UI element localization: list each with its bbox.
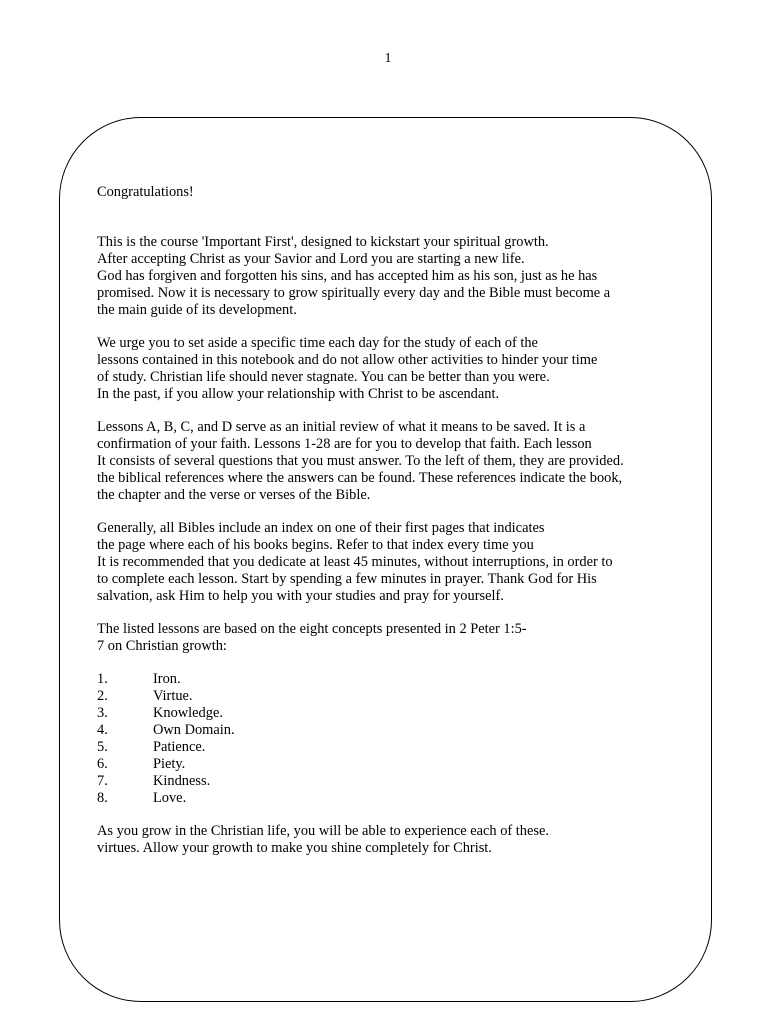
text-line: In the past, if you allow your relationship with Christ to be ascendant. [97,386,500,402]
text-line: promised. Now it is necessary to grow spiritually every day and the Bible must become a [97,285,611,301]
paragraph-closing [97,823,677,857]
spacer [97,319,677,335]
list-item-number: 2. [97,688,108,704]
spacer [97,403,677,419]
paragraph-lessons [97,419,677,504]
spacer [97,807,677,823]
list-item [97,688,677,705]
text-line: Lessons A, B, C, and D serve as an initial review of what it means to be saved. It is a [97,419,586,435]
text-line: Generally, all Bibles include an index on one of their first pages that indicates [97,520,545,536]
list-item-text: Piety. [153,756,186,772]
list-item-text: Own Domain. [153,722,235,738]
paragraph-concepts [97,621,677,655]
list-item [97,705,677,722]
list-item-text: Virtue. [153,688,193,704]
list-item-number: 1. [97,671,108,687]
text-line: of study. Christian life should never stagnate. You can be better than you were. [97,369,550,385]
text-line: lessons contained in this notebook and do not allow other activities to hinder your time [97,352,598,368]
page-number: 1 [384,50,392,65]
list-item-text: Kindness. [153,773,211,789]
list-item-text: Patience. [153,739,206,755]
list-item [97,722,677,739]
paragraph-study-time [97,335,677,403]
text-line: the chapter and the verse or verses of the Bible. [97,487,371,503]
paragraph-intro [97,234,677,319]
list-item-number: 7. [97,773,108,789]
spacer [97,605,677,621]
concepts-list [97,671,677,807]
text-line: the page where each of his books begins. Refer to that index every time you [97,537,534,553]
paragraph-bible-index [97,520,677,605]
text-line: God has forgiven and forgotten his sins, and has accepted him as his son, just as he has [97,268,598,284]
list-item-text: Iron. [153,671,181,687]
spacer [97,201,677,234]
text-line: virtues. Allow your growth to make you shine completely for Christ. [97,840,492,856]
list-item [97,739,677,756]
document-body [97,184,677,857]
text-line: the biblical references where the answers can be found. These references indicate the book, [97,470,623,486]
list-item [97,773,677,790]
list-item-text: Love. [153,790,187,806]
spacer [97,504,677,520]
greeting-heading: Congratulations! [97,184,194,200]
list-item [97,756,677,773]
text-line: salvation, ask Him to help you with your studies and pray for yourself. [97,588,504,604]
list-item-text: Knowledge. [153,705,223,721]
list-item [97,671,677,688]
text-line: After accepting Christ as your Savior and Lord you are starting a new life. [97,251,525,267]
text-line: the main guide of its development. [97,302,297,318]
text-line: 7 on Christian growth: [97,638,227,654]
text-line: We urge you to set aside a specific time each day for the study of each of the [97,335,538,351]
list-item-number: 8. [97,790,108,806]
list-item-number: 5. [97,739,108,755]
text-line: confirmation of your faith. Lessons 1-28 are for you to develop that faith. Each lesson [97,436,592,452]
text-line: to complete each lesson. Start by spending a few minutes in prayer. Thank God for His [97,571,597,587]
text-line: As you grow in the Christian life, you will be able to experience each of these. [97,823,549,839]
text-line: It is recommended that you dedicate at least 45 minutes, without interruptions, in order to [97,554,613,570]
list-item-number: 4. [97,722,108,738]
list-item-number: 6. [97,756,108,772]
list-item-number: 3. [97,705,108,721]
text-line: This is the course 'Important First', designed to kickstart your spiritual growth. [97,234,549,250]
spacer [97,655,677,671]
text-line: The listed lessons are based on the eight concepts presented in 2 Peter 1:5- [97,621,527,637]
text-line: It consists of several questions that you must answer. To the left of them, they are provided. [97,453,624,469]
list-item [97,790,677,807]
